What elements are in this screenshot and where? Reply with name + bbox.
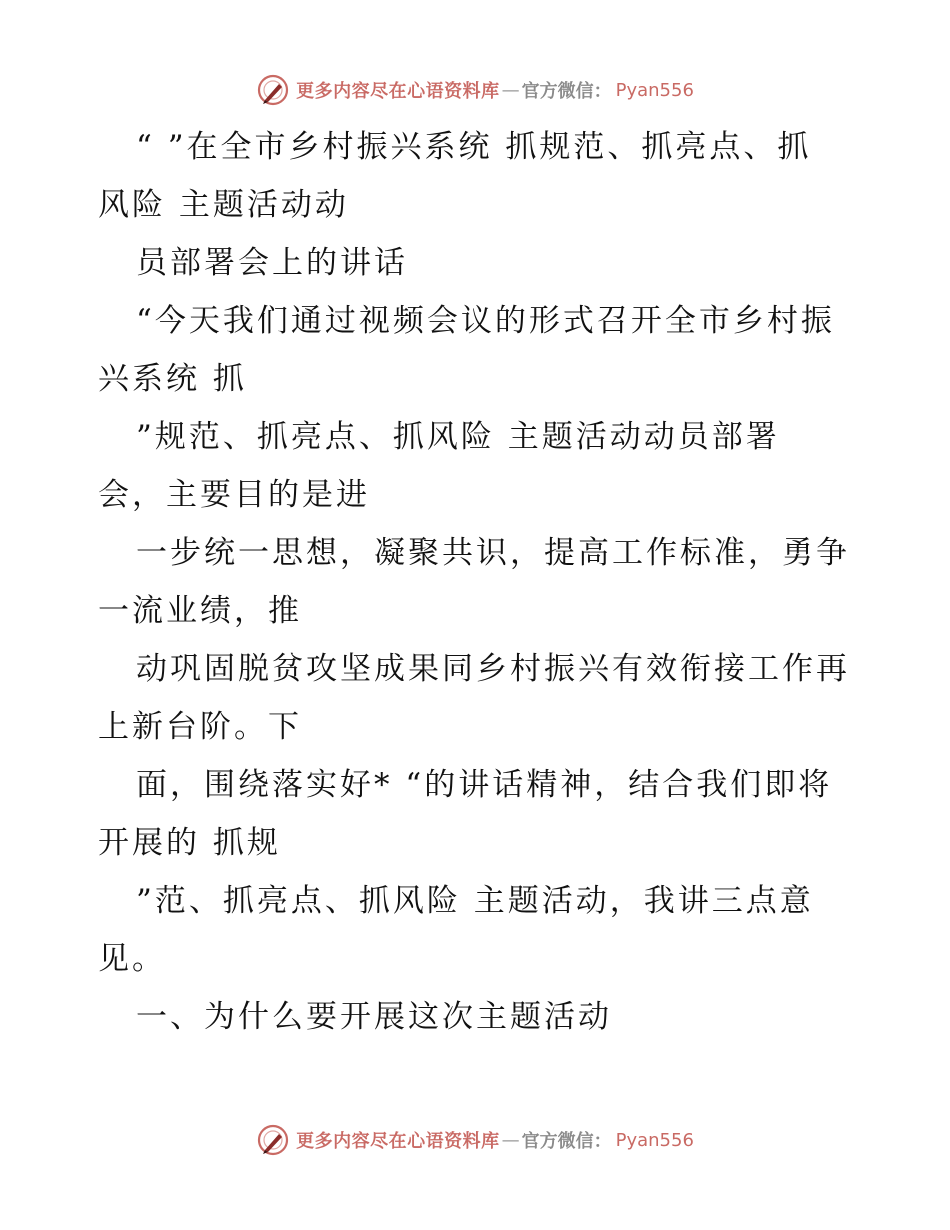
title-line-3: 员部署会上的讲话: [136, 245, 408, 281]
title-line-2: 风险 主题活动动: [98, 187, 349, 223]
body-line: 兴系统 抓: [98, 361, 247, 397]
watermark-separator: —: [501, 79, 520, 101]
body-line: 动巩固脱贫攻坚成果同乡村振兴有效衔接工作再: [136, 651, 850, 687]
body-line: 一步统一思想，凝聚共识，提高工作标准，勇争: [136, 535, 850, 571]
document-body: [98, 118, 858, 1046]
watermark-official-label: 官方微信：: [521, 1131, 612, 1152]
pen-logo-icon: [256, 73, 290, 107]
body-line: 面，围绕落实好* “的讲话精神，结合我们即将: [136, 767, 833, 803]
body-line: “今天我们通过视频会议的形式召开全市乡村振: [136, 303, 835, 339]
footer-watermark: [0, 1120, 950, 1160]
pen-logo-icon: [256, 1123, 290, 1157]
body-line: 一流业绩，推: [98, 593, 302, 629]
title-line-1: “ ”在全市乡村振兴系统 抓规范、抓亮点、抓: [136, 129, 812, 165]
header-watermark: [0, 70, 950, 110]
body-line: ”规范、抓亮点、抓风险 主题活动动员部署: [136, 419, 780, 455]
body-line: 上新台阶。下: [98, 709, 302, 745]
watermark-separator: —: [501, 1129, 520, 1151]
section-heading: 一、为什么要开展这次主题活动: [136, 999, 612, 1035]
body-line: 见。: [98, 941, 166, 977]
body-line: 会，主要目的是进: [98, 477, 370, 513]
watermark-account: Pyan556: [615, 1129, 694, 1151]
body-line: 开展的 抓规: [98, 825, 281, 861]
watermark-official-label: 官方微信：: [521, 81, 612, 102]
watermark-main-text: 更多内容尽在心语资料库: [296, 1131, 500, 1152]
watermark-main-text: 更多内容尽在心语资料库: [296, 81, 500, 102]
watermark-account: Pyan556: [615, 79, 694, 101]
body-line: ”范、抓亮点、抓风险 主题活动，我讲三点意: [136, 883, 814, 919]
